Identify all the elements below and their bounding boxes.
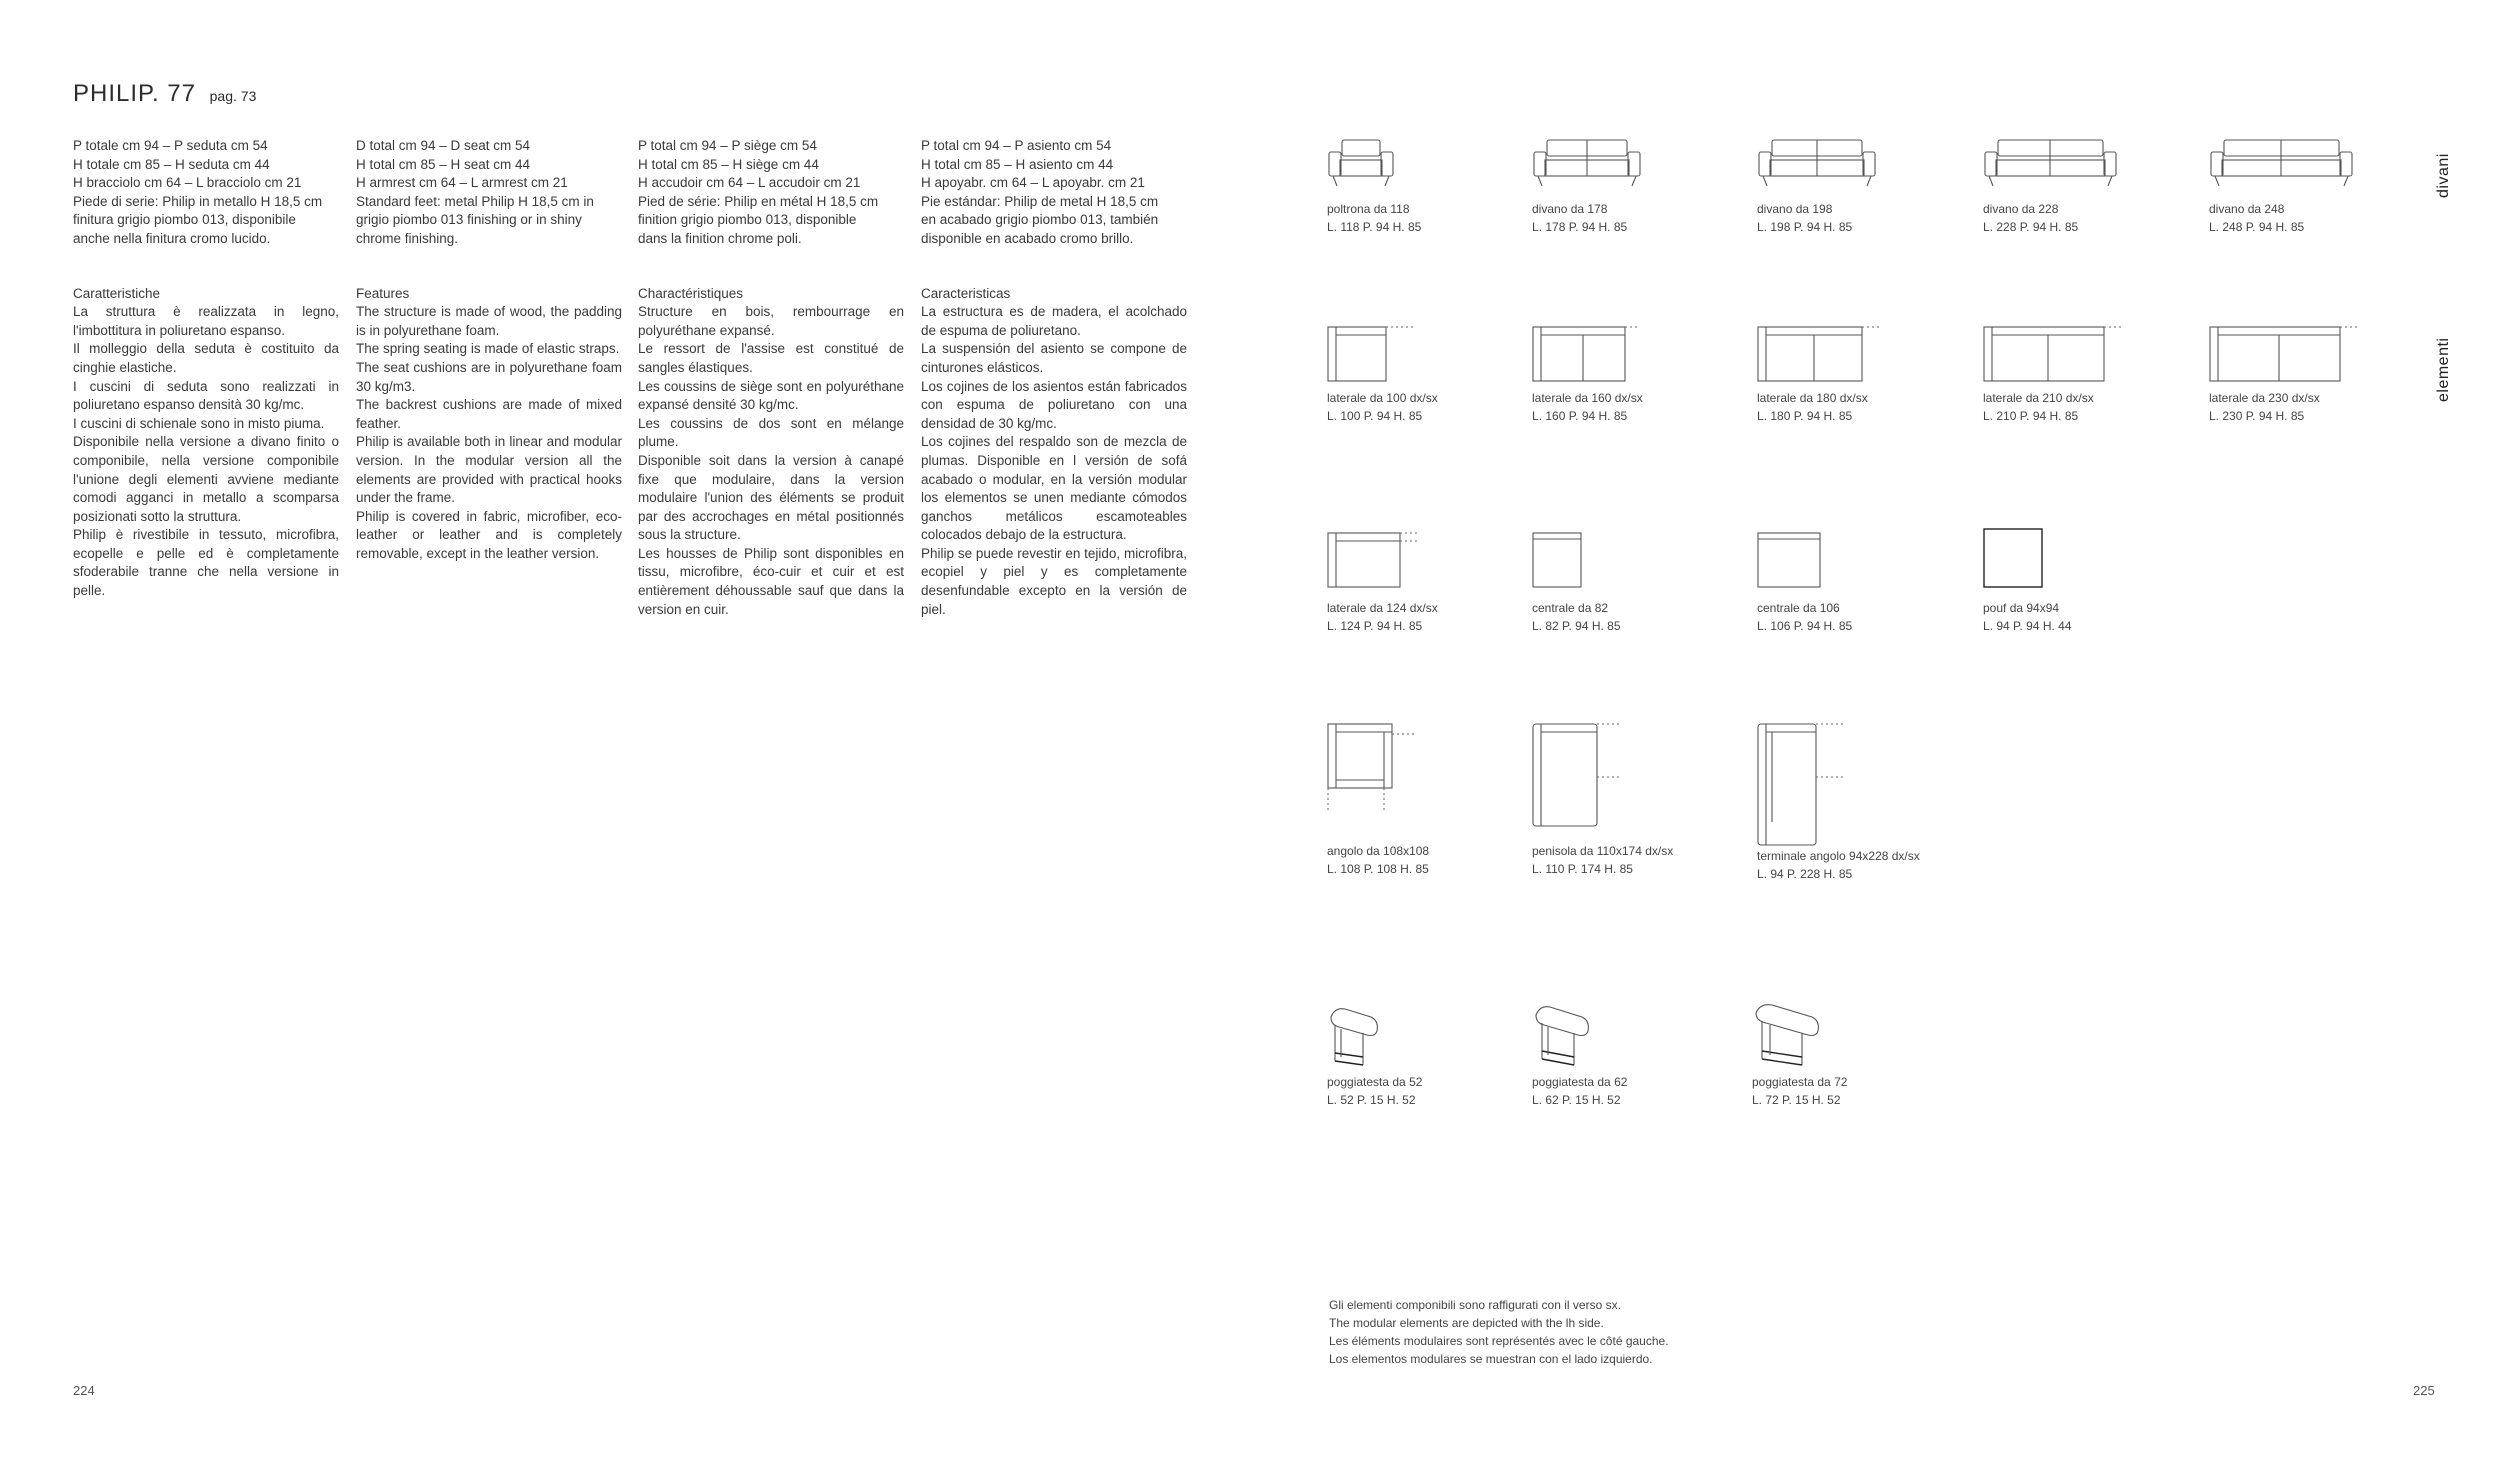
item-caption: laterale da 230 dx/sx L. 230 P. 94 H. 85 <box>2209 391 2320 423</box>
terminal-corner-item <box>1757 722 1967 883</box>
lateral-item <box>1983 325 2193 425</box>
pouf-94-drawing <box>1983 527 2053 589</box>
item-caption: laterale da 210 dx/sx L. 210 P. 94 H. 85 <box>1983 391 2094 423</box>
features-text: La struttura è realizzata in legno, l'imbottitura in poliuretano espanso. Il molleggio della seduta è costituito da cinghie elastiche. I cuscini di seduta sono realizzati in poliuretano espanso densità 30 kg/mc. I cuscini di schienale sono in misto piuma. Disponibile nella versione a divano finito o componibile, nella versione componibile l'unione degli elementi avviene mediante comodi agganci in metallo a scomparsa posizionati sotto la struttura. Philip è rivestibile in tessuto, microfibra, ecopelle e pelle ed è completamente sfoderabile tranne che nella versione in pelle. <box>73 304 339 599</box>
column-english <box>356 137 622 563</box>
sofa-198-drawing <box>1757 138 1877 190</box>
sofa-item <box>1983 138 2193 236</box>
item-caption: terminale angolo 94x228 dx/sx L. 94 P. 228 H. 85 <box>1757 849 1920 881</box>
lateral-item <box>1327 325 1537 425</box>
item-caption: penisola da 110x174 dx/sx L. 110 P. 174 H. 85 <box>1532 844 1674 876</box>
headrest-52-drawing <box>1327 1003 1387 1071</box>
headrest-72-drawing <box>1752 1003 1827 1071</box>
sofa-248-drawing <box>2209 138 2354 190</box>
headrest-item <box>1327 1003 1537 1109</box>
corner-item <box>1327 722 1537 878</box>
pouf-item <box>1983 527 2193 635</box>
page-number-right: 225 <box>2413 1383 2435 1398</box>
peninsula-110x174-drawing <box>1532 722 1622 842</box>
armchair-118-drawing <box>1327 138 1397 190</box>
side-label-divani: divani <box>2435 153 2452 198</box>
features-text: The structure is made of wood, the padding is in polyurethane foam. The spring seating is made of elastic straps. The seat cushions are in polyurethane foam 30 kg/m3. The backrest cushions are made of mixed feather. Philip is available both in linear and modular version. In the modular version all the elements are provided with practical hooks under the frame. Philip is covered in fabric, microfiber, eco-leather or leather and is completely removable, except in the leather version. <box>356 304 622 561</box>
lateral-item <box>2209 325 2419 425</box>
page-number-left: 224 <box>73 1383 95 1398</box>
features-title: Caratteristiche <box>73 285 161 301</box>
central-item <box>1532 527 1742 635</box>
item-caption: poggiatesta da 72 L. 72 P. 15 H. 52 <box>1752 1075 1848 1107</box>
spec-block: P total cm 94 – P siège cm 54 H total cm 85 – H siège cm 44 H accudoir cm 64 – L accudoir cm 21 Pied de série: Philip en métal H 18,5 cm finition grigio piombo 013, disponible dans la finition chrome poli. <box>638 138 879 246</box>
features-text: La estructura es de madera, el acolchado de espuma de poliuretano. La suspensión del asiento se compone de cinturones elásticos. Los cojines de los asientos están fabricados con espuma de poliuretano con una densidad de 30 kg/mc. Los cojines del respaldo son de mezcla de plumas. Disponible en l versión de sofá acabado o modular, en la versión modular los elementos se unen mediante cómodos ganchos metálicos escamoteables colocados debajo de la estructura. Philip se puede revestir en tejido, microfibra, ecopiel y piel y es completamente desenfundable excepto en la versión de piel. <box>921 304 1187 617</box>
lateral-210-drawing <box>1983 325 2123 383</box>
product-name: PHILIP. 77 <box>73 80 196 107</box>
sofa-item <box>1532 138 1742 236</box>
headrest-item <box>1532 1003 1742 1109</box>
item-caption: pouf da 94x94 L. 94 P. 94 H. 44 <box>1983 601 2072 633</box>
lateral-180-drawing <box>1757 325 1882 383</box>
headrest-62-drawing <box>1532 1003 1597 1071</box>
item-caption: centrale da 82 L. 82 P. 94 H. 85 <box>1532 601 1621 633</box>
item-caption: laterale da 160 dx/sx L. 160 P. 94 H. 85 <box>1532 391 1643 423</box>
side-label-elementi: elementi <box>2435 337 2452 402</box>
headrest-item <box>1752 1003 1962 1109</box>
sofa-item <box>1327 138 1537 236</box>
lateral-160-drawing <box>1532 325 1642 383</box>
item-caption: laterale da 124 dx/sx L. 124 P. 94 H. 85 <box>1327 601 1438 633</box>
column-french <box>638 137 904 619</box>
lateral-item <box>1757 325 1967 425</box>
sofa-item <box>2209 138 2419 236</box>
modular-note: Gli elementi componibili sono raffigurati con il verso sx. The modular elements are depicted with the lh side. Les éléments modulaires sont représentés avec le côté gauche. Los elementos modulares se muestran con el lado izquierdo. <box>1329 1298 1669 1366</box>
features-text: Structure en bois, rembourrage en polyuréthane expansé. Le ressort de l'assise est constitué de sangles élastiques. Les coussins de siège sont en polyuréthane expansé densité 30 kg/mc. Les coussins de dos sont en mélange plume. Disponible soit dans la version à canapé fixe que modulaire, dans la version modulaire l'union des éléments se produit par des accrochages en métal positionnés sous la structure. Les housses de Philip sont disponibles en tissu, microfibre, éco-cuir et cuir et est entièrement déhoussable sauf que dans la version en cuir. <box>638 304 904 617</box>
item-caption: centrale da 106 L. 106 P. 94 H. 85 <box>1757 601 1853 633</box>
item-caption: poltrona da 118 L. 118 P. 94 H. 85 <box>1327 202 1422 234</box>
item-caption: laterale da 100 dx/sx L. 100 P. 94 H. 85 <box>1327 391 1438 423</box>
spec-block: P totale cm 94 – P seduta cm 54 H totale cm 85 – H seduta cm 44 H bracciolo cm 64 – L bracciolo cm 21 Piede di serie: Philip in metallo H 18,5 cm finitura grigio piombo 013, disponibile anche nella finitura cromo lucido. <box>73 138 323 246</box>
spec-block: D total cm 94 – D seat cm 54 H total cm 85 – H seat cm 44 H armrest cm 64 – L armrest cm 21 Standard feet: metal Philip H 18,5 cm in grigio piombo 013 finishing or in shiny chrome finishing. <box>356 138 594 246</box>
column-italian <box>73 137 339 601</box>
terminal-corner-94x228-drawing <box>1757 722 1847 847</box>
lateral-230-drawing <box>2209 325 2359 383</box>
sofa-228-drawing <box>1983 138 2118 190</box>
peninsula-item <box>1532 722 1742 878</box>
features-title: Caracteristicas <box>921 285 1011 301</box>
spec-block: P total cm 94 – P asiento cm 54 H total cm 85 – H asiento cm 44 H apoyabr. cm 64 – L apoyabr. cm 21 Pie estándar: Philip de metal H 18,5 cm en acabado grigio piombo 013, también disponible en acabado cromo brillo. <box>921 138 1159 246</box>
item-caption: angolo da 108x108 L. 108 P. 108 H. 85 <box>1327 844 1430 876</box>
lateral-item <box>1327 527 1537 635</box>
item-caption: divano da 198 L. 198 P. 94 H. 85 <box>1757 202 1853 234</box>
features-title: Features <box>356 285 410 301</box>
item-caption: poggiatesta da 62 L. 62 P. 15 H. 52 <box>1532 1075 1628 1107</box>
features-title: Charactéristiques <box>638 285 744 301</box>
item-caption: laterale da 180 dx/sx L. 180 P. 94 H. 85 <box>1757 391 1868 423</box>
sofa-178-drawing <box>1532 138 1642 190</box>
lateral-item <box>1532 325 1742 425</box>
item-caption: divano da 248 L. 248 P. 94 H. 85 <box>2209 202 2305 234</box>
page-reference: pag. 73 <box>209 88 257 104</box>
column-spanish <box>921 137 1187 619</box>
page-title <box>73 80 256 108</box>
item-caption: divano da 228 L. 228 P. 94 H. 85 <box>1983 202 2079 234</box>
central-82-drawing <box>1532 527 1592 589</box>
sofa-item <box>1757 138 1967 236</box>
central-106-drawing <box>1757 527 1832 589</box>
corner-108-drawing <box>1327 722 1417 842</box>
lateral-124-drawing <box>1327 527 1422 589</box>
central-item <box>1757 527 1967 635</box>
item-caption: poggiatesta da 52 L. 52 P. 15 H. 52 <box>1327 1075 1423 1107</box>
lateral-100-drawing <box>1327 325 1417 383</box>
item-caption: divano da 178 L. 178 P. 94 H. 85 <box>1532 202 1628 234</box>
